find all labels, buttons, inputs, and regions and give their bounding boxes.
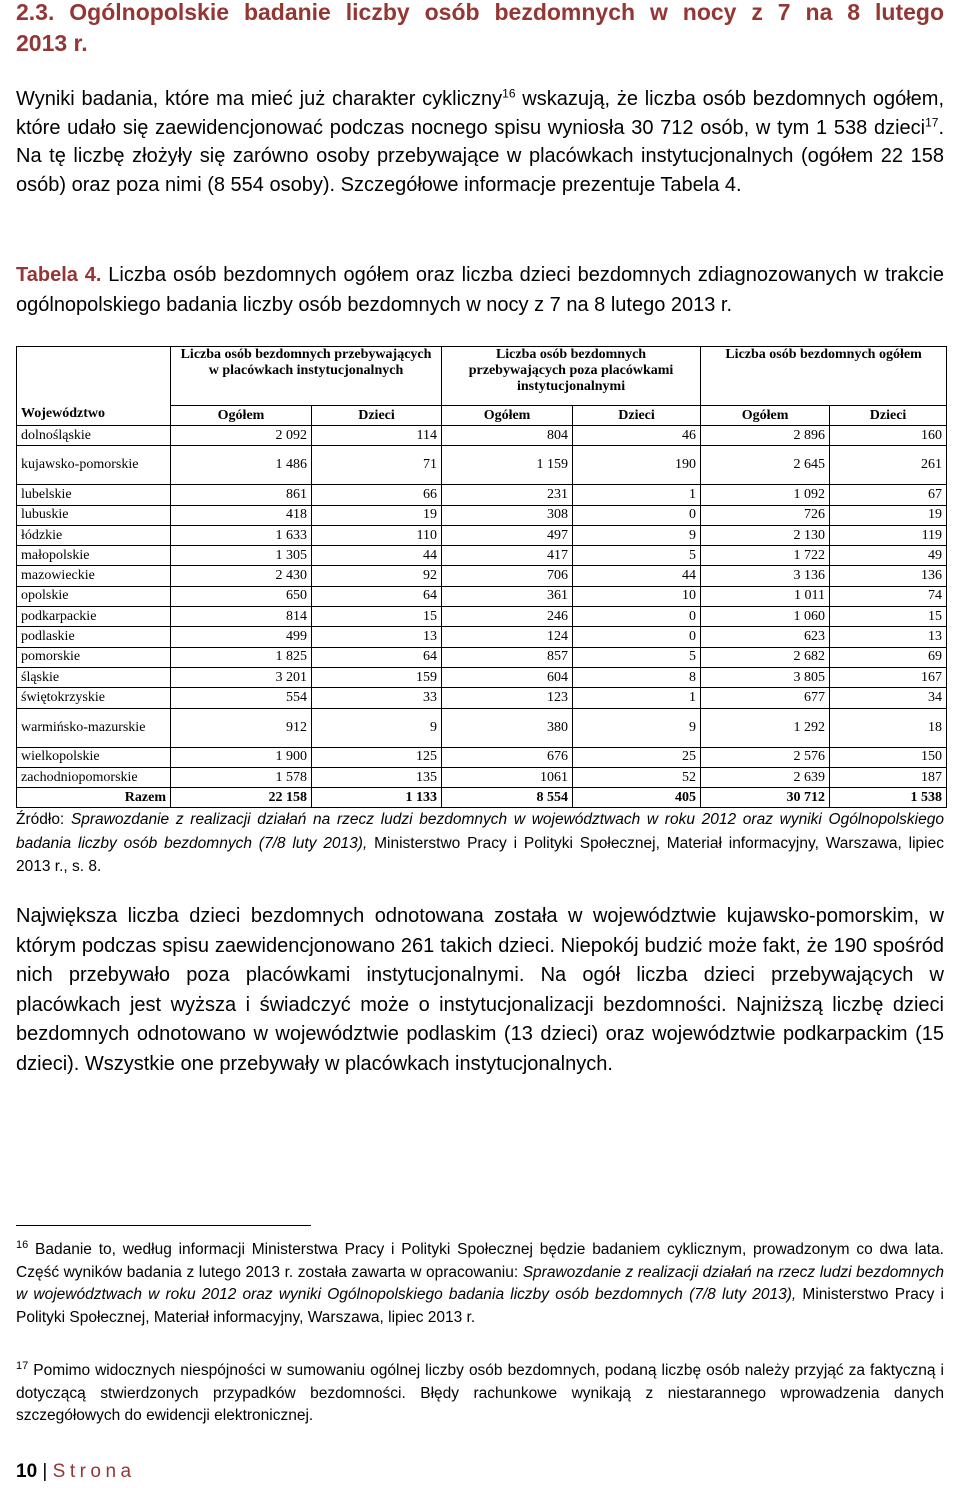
- cell-out-total: 246: [442, 607, 573, 627]
- table-row: [17, 667, 947, 687]
- cell-overall-children: 69: [830, 647, 947, 667]
- cell-overall-children: 67: [830, 485, 947, 505]
- cell-in-total: 418: [171, 505, 312, 525]
- cell-in-total: 2 430: [171, 566, 312, 586]
- cell-out-children: 52: [573, 767, 701, 787]
- cell-in-total: 650: [171, 586, 312, 606]
- analysis-paragraph: Największa liczba dzieci bezdomnych odnotowana została w województwie kujawsko-pomorskim, w którym podczas spisu zaewidencjonowano 261 takich dzieci. Niepokój budzić może fakt, że 190 spośród nich przebywało poza placówkami instytucjonalnymi. Na ogół liczba dzieci przebywających w placówkach jest wyższa i świadczyć może o instytucjonalizacji bezdomności. Najniższą liczbę dzieci bezdomnych odnotowano w województwie podlaskim (13 dzieci) oraz województwie podkarpackim (15 dzieci). Wszystkie one przebywały w placówkach instytucjonalnych.: [16, 905, 944, 1075]
- table-row: [17, 485, 947, 505]
- cell-in-total: 1 900: [171, 747, 312, 767]
- cell-in-children: 64: [312, 586, 442, 606]
- table-row: [17, 708, 947, 747]
- cell-overall-total: 2 576: [701, 747, 830, 767]
- table-caption-label: Tabela 4.: [16, 264, 102, 286]
- footnote-separator: [16, 1225, 311, 1226]
- table-row: [17, 607, 947, 627]
- region-name: kujawsko-pomorskie: [17, 446, 171, 485]
- section-heading-line1: 2.3. Ogólnopolskie badanie liczby osób bezdomnych w nocy z 7 na 8 lutego: [16, 0, 944, 25]
- footer-separator: |: [37, 1461, 53, 1482]
- cell-overall-children: 187: [830, 767, 947, 787]
- cell-in-children: 19: [312, 505, 442, 525]
- total-out-children: 405: [573, 788, 701, 808]
- cell-overall-total: 1 092: [701, 485, 830, 505]
- cell-out-total: 604: [442, 667, 573, 687]
- subheader-total: Ogółem: [171, 406, 312, 426]
- region-name: opolskie: [17, 586, 171, 606]
- footnote-16-text: Badanie to, według informacji Ministerstwa Pracy i Polityki Społecznej będzie badaniem cyklicznym, prowadzonym co dwa lata. Część wyników badania z lutego 2013 r. została zawarta w opracowaniu:: [16, 1241, 944, 1281]
- subheader-total: Ogółem: [701, 406, 830, 426]
- region-name: mazowieckie: [17, 566, 171, 586]
- cell-in-total: 1 305: [171, 546, 312, 566]
- cell-out-children: 46: [573, 426, 701, 446]
- table-source: [16, 808, 944, 879]
- footnote-17-text: Pomimo widocznych niespójności w sumowaniu ogólnej liczby osób bezdomnych, podaną liczbę osób należy przyjąć za faktyczną i dotyczącą stwierdzonych przypadków bezdomności. Błędy rachunkowe wynikają z niestarannego wprowadzenia danych szczegółowych do ewidencji elektronicznej.: [16, 1362, 944, 1425]
- cell-overall-total: 1 722: [701, 546, 830, 566]
- header-in-institutions: Liczba osób bezdomnych przebywających w placówkach instytucjonalnych: [171, 347, 442, 406]
- cell-overall-children: 167: [830, 667, 947, 687]
- cell-out-total: 380: [442, 708, 573, 747]
- cell-in-total: 1 578: [171, 767, 312, 787]
- cell-out-total: 1 159: [442, 446, 573, 485]
- cell-out-children: 5: [573, 546, 701, 566]
- total-in-total: 22 158: [171, 788, 312, 808]
- cell-out-children: 5: [573, 647, 701, 667]
- cell-out-total: 857: [442, 647, 573, 667]
- total-out-total: 8 554: [442, 788, 573, 808]
- cell-in-children: 71: [312, 446, 442, 485]
- cell-out-children: 0: [573, 627, 701, 647]
- cell-out-children: 1: [573, 688, 701, 708]
- table-row: [17, 767, 947, 787]
- footnote-16-rest: Ministerstwo Pracy i Polityki Społecznej, Materiał informacyjny, Warszawa, lipiec 2013 r.: [16, 1286, 944, 1327]
- table-caption-text: Liczba osób bezdomnych ogółem oraz liczba dzieci bezdomnych zdiagnozowanych w trakcie ogólnopolskiego badania liczby osób bezdomnych w nocy z 7 na 8 lutego 2013 r.: [16, 264, 944, 316]
- section-heading-line2: 2013 r.: [16, 30, 88, 56]
- cell-out-children: 8: [573, 667, 701, 687]
- cell-overall-children: 13: [830, 627, 947, 647]
- cell-in-children: 159: [312, 667, 442, 687]
- source-rest: Ministerstwo Pracy i Polityki Społecznej, Materiał informacyjny, Warszawa, lipiec 2013 r., s. 8.: [16, 834, 944, 875]
- table-row: [17, 546, 947, 566]
- page-number: 10: [16, 1461, 38, 1482]
- cell-overall-children: 150: [830, 747, 947, 767]
- region-name: podkarpackie: [17, 607, 171, 627]
- cell-overall-total: 3 136: [701, 566, 830, 586]
- cell-in-children: 66: [312, 485, 442, 505]
- section-heading: [16, 0, 944, 59]
- header-outside-institutions: Liczba osób bezdomnych przebywających poza placówkami instytucjonalnymi: [442, 347, 701, 406]
- total-label: Razem: [17, 788, 171, 808]
- cell-out-total: 497: [442, 525, 573, 545]
- table-row: [17, 688, 947, 708]
- cell-overall-total: 677: [701, 688, 830, 708]
- footnote-16: [16, 1239, 944, 1330]
- cell-overall-children: 136: [830, 566, 947, 586]
- cell-out-children: 10: [573, 586, 701, 606]
- region-name: zachodniopomorskie: [17, 767, 171, 787]
- cell-in-children: 92: [312, 566, 442, 586]
- cell-in-children: 15: [312, 607, 442, 627]
- footer-page-word: Strona: [52, 1461, 136, 1482]
- cell-out-total: 361: [442, 586, 573, 606]
- cell-out-total: 706: [442, 566, 573, 586]
- cell-in-children: 110: [312, 525, 442, 545]
- table-row: [17, 566, 947, 586]
- footnote-16-title: Sprawozdanie z realizacji działań na rzecz ludzi bezdomnych w województwach w roku 2012 oraz wyniki Ogólnopolskiego badania liczby osób bezdomnych (7/8 luty 2013),: [16, 1263, 945, 1304]
- cell-overall-total: 2 645: [701, 446, 830, 485]
- source-title: Sprawozdanie z realizacji działań na rzecz ludzi bezdomnych w województwach w roku 2012 oraz wyniki Ogólnopolskiego badania liczby osób bezdomnych (7/8 luty 2013),: [16, 811, 944, 852]
- cell-in-total: 1 633: [171, 525, 312, 545]
- cell-out-children: 9: [573, 708, 701, 747]
- cell-out-children: 25: [573, 747, 701, 767]
- table-row: [17, 505, 947, 525]
- cell-overall-total: 726: [701, 505, 830, 525]
- region-name: małopolskie: [17, 546, 171, 566]
- cell-in-total: 554: [171, 688, 312, 708]
- cell-overall-children: 160: [830, 426, 947, 446]
- total-overall-children: 1 538: [830, 788, 947, 808]
- table-row: [17, 525, 947, 545]
- footnote-ref-16[interactable]: 16: [502, 86, 516, 101]
- cell-in-total: 814: [171, 607, 312, 627]
- region-name: śląskie: [17, 667, 171, 687]
- cell-out-children: 190: [573, 446, 701, 485]
- cell-overall-total: 1 011: [701, 586, 830, 606]
- cell-overall-children: 15: [830, 607, 947, 627]
- cell-out-children: 0: [573, 607, 701, 627]
- cell-overall-total: 2 682: [701, 647, 830, 667]
- cell-overall-children: 261: [830, 446, 947, 485]
- cell-out-children: 44: [573, 566, 701, 586]
- source-prefix: Źródło:: [16, 811, 71, 828]
- subheader-children: Dzieci: [830, 406, 947, 426]
- footnote-16-mark: 16: [16, 1238, 29, 1251]
- cell-in-children: 135: [312, 767, 442, 787]
- cell-overall-children: 49: [830, 546, 947, 566]
- cell-overall-children: 34: [830, 688, 947, 708]
- footnote-17: [16, 1360, 944, 1428]
- cell-overall-children: 74: [830, 586, 947, 606]
- cell-in-children: 44: [312, 546, 442, 566]
- homeless-count-table: [16, 346, 947, 808]
- subheader-children: Dzieci: [312, 406, 442, 426]
- region-name: warmińsko-mazurskie: [17, 708, 171, 747]
- cell-overall-total: 623: [701, 627, 830, 647]
- cell-in-children: 33: [312, 688, 442, 708]
- subheader-children: Dzieci: [573, 406, 701, 426]
- table-row: [17, 747, 947, 767]
- table-body: [17, 426, 947, 808]
- cell-in-children: 64: [312, 647, 442, 667]
- cell-out-total: 676: [442, 747, 573, 767]
- region-name: pomorskie: [17, 647, 171, 667]
- cell-in-children: 9: [312, 708, 442, 747]
- intro-text-2: wskazują, że liczba osób bezdomnych ogółem, które udało się zaewidencjonować podczas nocnego spisu wyniosła 30 712 osób, w tym 1 538 dzieci: [16, 88, 945, 139]
- cell-out-children: 0: [573, 505, 701, 525]
- header-region: Województwo: [17, 347, 171, 426]
- cell-out-total: 1061: [442, 767, 573, 787]
- cell-in-children: 13: [312, 627, 442, 647]
- cell-overall-children: 119: [830, 525, 947, 545]
- cell-in-total: 1 825: [171, 647, 312, 667]
- cell-out-children: 9: [573, 525, 701, 545]
- cell-out-total: 124: [442, 627, 573, 647]
- cell-out-total: 231: [442, 485, 573, 505]
- cell-overall-total: 2 130: [701, 525, 830, 545]
- cell-in-total: 861: [171, 485, 312, 505]
- cell-overall-children: 18: [830, 708, 947, 747]
- table-row: [17, 426, 947, 446]
- cell-overall-total: 1 292: [701, 708, 830, 747]
- cell-in-children: 114: [312, 426, 442, 446]
- cell-out-total: 308: [442, 505, 573, 525]
- region-name: łódzkie: [17, 525, 171, 545]
- cell-out-total: 417: [442, 546, 573, 566]
- cell-overall-total: 1 060: [701, 607, 830, 627]
- cell-out-children: 1: [573, 485, 701, 505]
- footnote-ref-17[interactable]: 17: [925, 115, 939, 130]
- cell-in-total: 2 092: [171, 426, 312, 446]
- region-name: podlaskie: [17, 627, 171, 647]
- table-row: [17, 627, 947, 647]
- cell-in-total: 499: [171, 627, 312, 647]
- subheader-total: Ogółem: [442, 406, 573, 426]
- intro-paragraph: [16, 85, 944, 200]
- region-name: lubuskie: [17, 505, 171, 525]
- total-in-children: 1 133: [312, 788, 442, 808]
- table-row: [17, 446, 947, 485]
- table-caption: [16, 261, 944, 320]
- cell-in-total: 1 486: [171, 446, 312, 485]
- cell-in-total: 3 201: [171, 667, 312, 687]
- cell-in-children: 125: [312, 747, 442, 767]
- table-row: [17, 647, 947, 667]
- cell-overall-total: 3 805: [701, 667, 830, 687]
- region-name: lubelskie: [17, 485, 171, 505]
- table-row: [17, 586, 947, 606]
- region-name: wielkopolskie: [17, 747, 171, 767]
- cell-overall-total: 2 896: [701, 426, 830, 446]
- header-overall: Liczba osób bezdomnych ogółem: [701, 347, 947, 406]
- intro-text-3: . Na tę liczbę złożyły się zarówno osoby przebywające w placówkach instytucjonalnych (ogółem 22 158 osób) oraz poza nimi (8 554 osoby). Szczegółowe informacje prezentuje Tabela 4.: [16, 116, 944, 197]
- cell-in-total: 912: [171, 708, 312, 747]
- cell-overall-total: 2 639: [701, 767, 830, 787]
- region-name: świętokrzyskie: [17, 688, 171, 708]
- intro-text-1: Wyniki badania, które ma mieć już charakter cykliczny: [16, 88, 503, 110]
- total-overall-total: 30 712: [701, 788, 830, 808]
- cell-overall-children: 19: [830, 505, 947, 525]
- cell-out-total: 804: [442, 426, 573, 446]
- table-total-row: [17, 788, 947, 808]
- region-name: dolnośląskie: [17, 426, 171, 446]
- footnote-17-mark: 17: [16, 1359, 29, 1372]
- page-footer: [16, 1461, 136, 1483]
- cell-out-total: 123: [442, 688, 573, 708]
